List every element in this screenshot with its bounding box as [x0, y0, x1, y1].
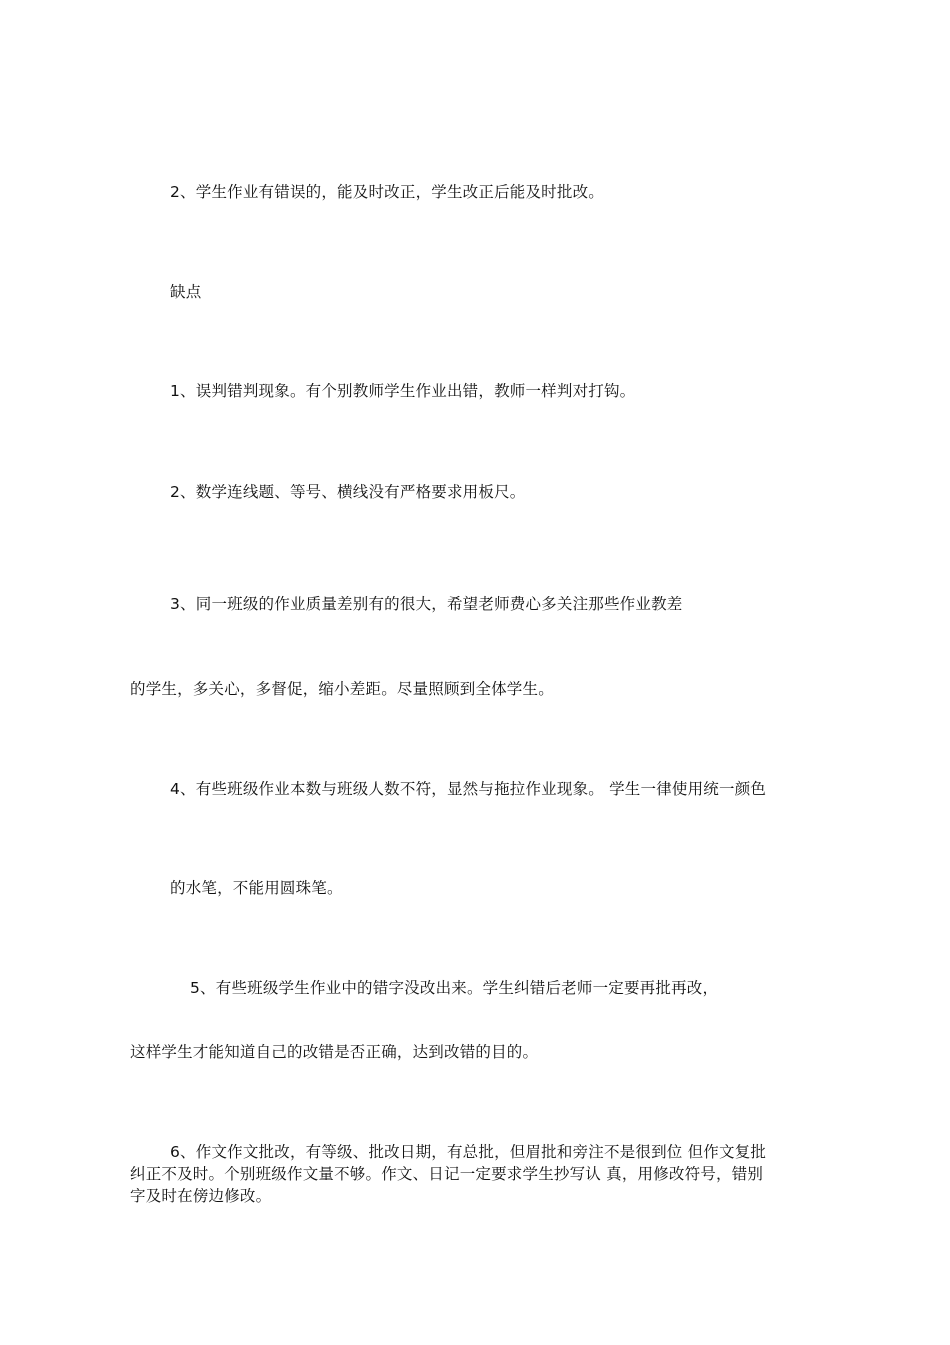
text-line-1: 2、学生作业有错误的，能及时改正，学生改正后能及时批改。: [170, 183, 604, 201]
text-line-7: 4、有些班级作业本数与班级人数不符，显然与拖拉作业现象。 学生一律使用统一颜色: [170, 780, 767, 798]
text-line-9: 5、有些班级学生作业中的错字没改出来。学生纠错后老师一定要再批再改，: [190, 979, 719, 997]
text-line-10: 这样学生才能知道自己的改错是否正确，达到改错的目的。: [130, 1043, 539, 1061]
text-line-5: 3、同一班级的作业质量差别有的很大，希望老师费心多关注那些作业教差: [170, 595, 683, 613]
section-heading-defects: 缺点: [170, 283, 202, 301]
text-line-3: 1、误判错判现象。有个别教师学生作业出错，教师一样判对打钩。: [170, 382, 636, 400]
paragraph-6-line-3: 字及时在傍边修改。: [130, 1187, 272, 1205]
text-line-4: 2、数学连线题、等号、横线没有严格要求用板尺。: [170, 483, 526, 501]
paragraph-6-line-1: 6、作文作文批改，有等级、批改日期，有总批，但眉批和旁注不是很到位 但作文复批: [170, 1143, 767, 1161]
text-line-8: 的水笔，不能用圆珠笔。: [170, 879, 343, 897]
paragraph-6-line-2: 纠正不及时。个别班级作文量不够。作文、日记一定要求学生抄写认 真，用修改符号，错别: [130, 1165, 764, 1183]
text-line-6: 的学生，多关心，多督促，缩小差距。尽量照顾到全体学生。: [130, 680, 554, 698]
paragraph-6: [130, 1141, 830, 1207]
